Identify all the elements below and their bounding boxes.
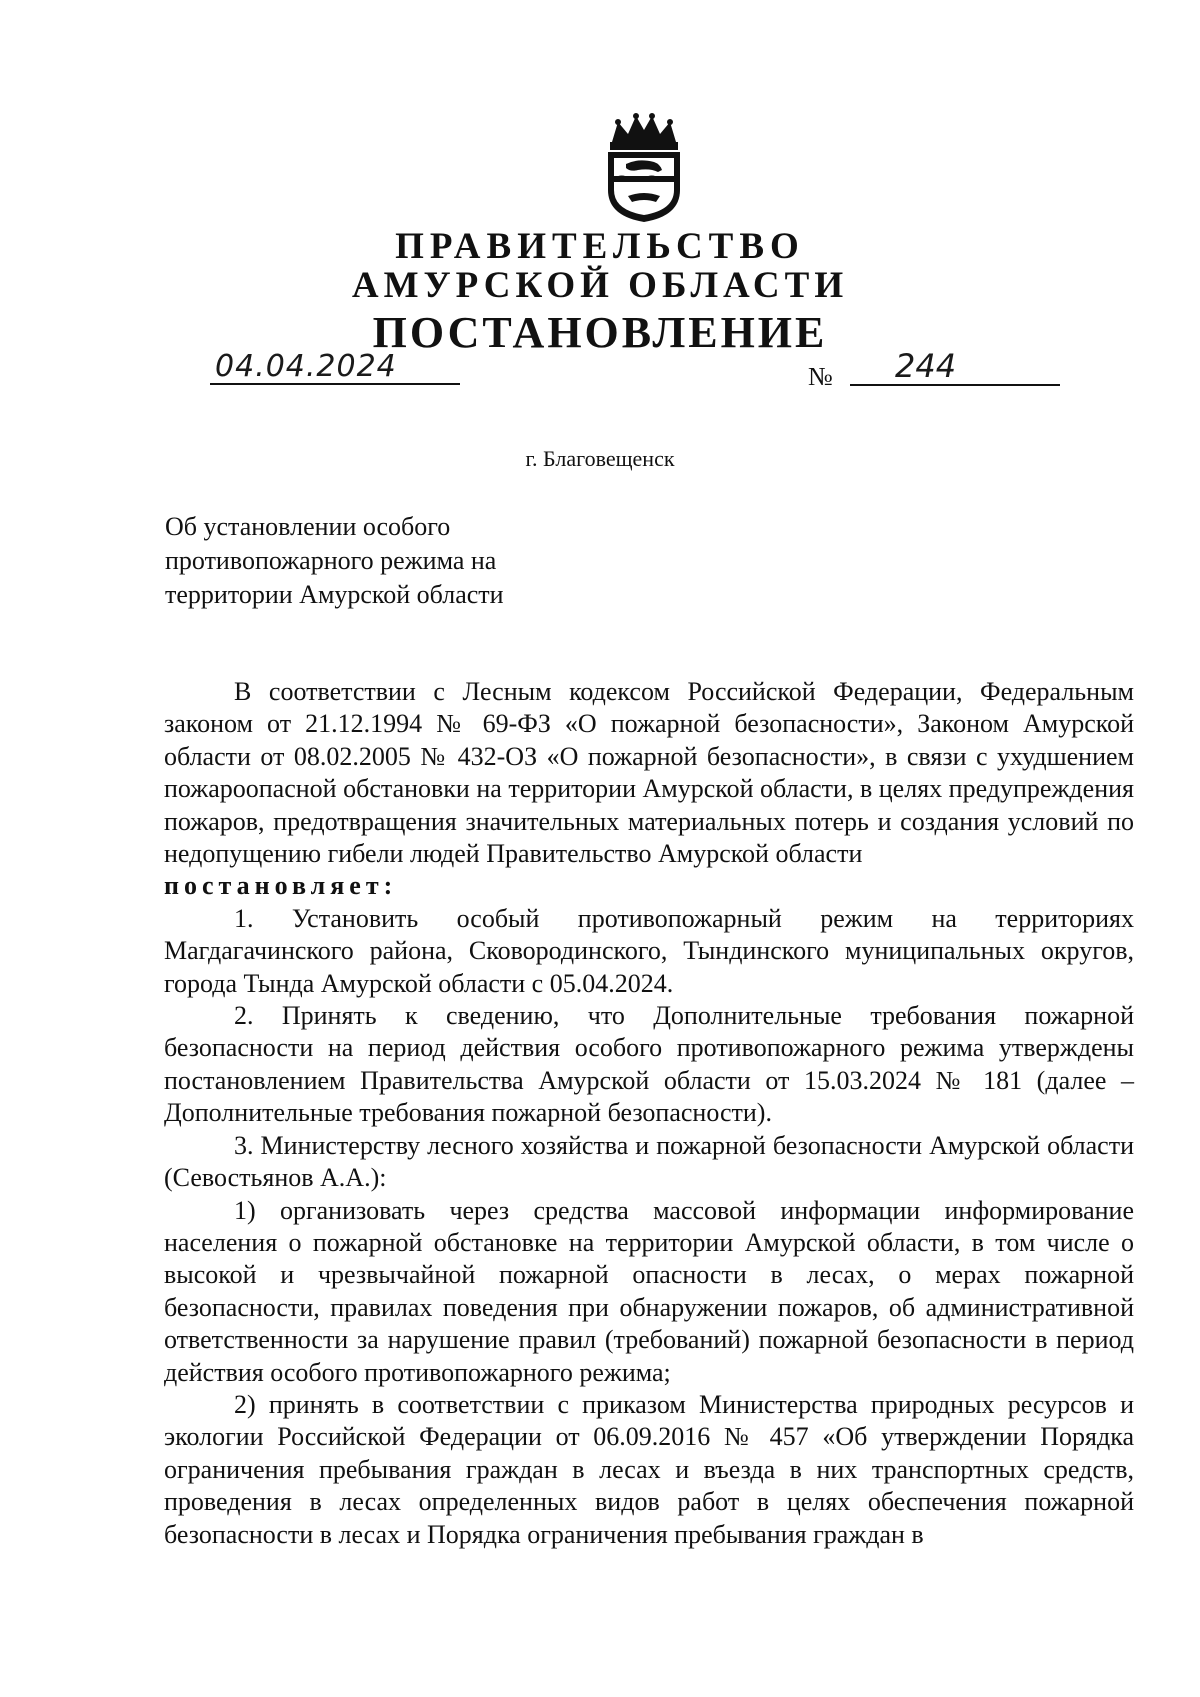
subject-line: Об установлении особого [165,512,451,541]
item-3-1-paragraph: 1) организовать через средства массовой информации информирование населения о пожарной обстановке на территории Амурской области, в том числе о высокой и чрезвычайной пожарной опасности в лесах, о мерах пожарной безопасности, правилах поведения при обнаружении пожаров, об административной ответственности за нарушение правил (требований) пожарной безопасности в период действия особого противопожарного режима; [164,1195,1134,1387]
subject-line: противопожарного режима на [165,546,497,575]
item-3-paragraph: 3. Министерству лесного хозяйства и пожарной безопасности Амурской области (Севостьянов А.А.): [164,1130,1134,1193]
document-number: 244 [895,347,957,385]
number-underline [850,384,1060,386]
item-2-paragraph: 2. Принять к сведению, что Дополнительные требования пожарной безопасности на период действия особого противопожарного режима утверждены постановлением Правительства Амурской области от 15.03.2024 № 181 (далее – Дополнительные требования пожарной безопасности). [164,1001,1134,1128]
item-3-2-paragraph: 2) принять в соответствии с приказом Министерства природных ресурсов и экологии Российской Федерации от 06.09.2016 № 457 «Об утверждении Порядка ограничения пребывания граждан в лесах и въезда в них транспортных средств, проведения в лесах определенных видов работ в целях обеспечения пожарной безопасности в лесах и Порядка ограничения пребывания граждан в [164,1389,1134,1549]
city-name: г. Благовещенск [525,446,675,471]
document-type-title: ПОСТАНОВЛЕНИЕ [372,308,828,357]
subject-line: территории Амурской области [165,580,504,609]
resolves-word: постановляет: [164,871,398,901]
preamble-paragraph: В соответствии с Лесным кодексом Российской Федерации, Федеральным законом от 21.12.1994 № 69-ФЗ «О пожарной безопасности», Законом Амурской области от 08.02.2005 № 432-ОЗ «О пожарной безопасности», в связи с ухудшением пожароопасной обстановки на территории Амурской области, в целях предупреждения пожаров, предотвращения значительных материальных потерь и создания условий по недопущению гибели людей Правительство Амурской области [164,677,1134,869]
document-date: 04.04.2024 [215,349,397,384]
item-1-paragraph: 1. Установить особый противопожарный режим на территориях Магдагачинского района, Сковородинского, Тындинского муниципальных округов, города Тында Амурской области с 05.04.2024. [164,903,1134,998]
document-subject [165,510,625,612]
amur-oblast-coat-of-arms-icon [598,112,690,224]
government-name-line1: ПРАВИТЕЛЬСТВО [395,226,805,267]
number-sign: № [808,362,833,391]
date-underline [210,383,460,385]
government-name-line2: АМУРСКОЙ ОБЛАСТИ [351,265,849,306]
document-body [164,676,1134,1551]
